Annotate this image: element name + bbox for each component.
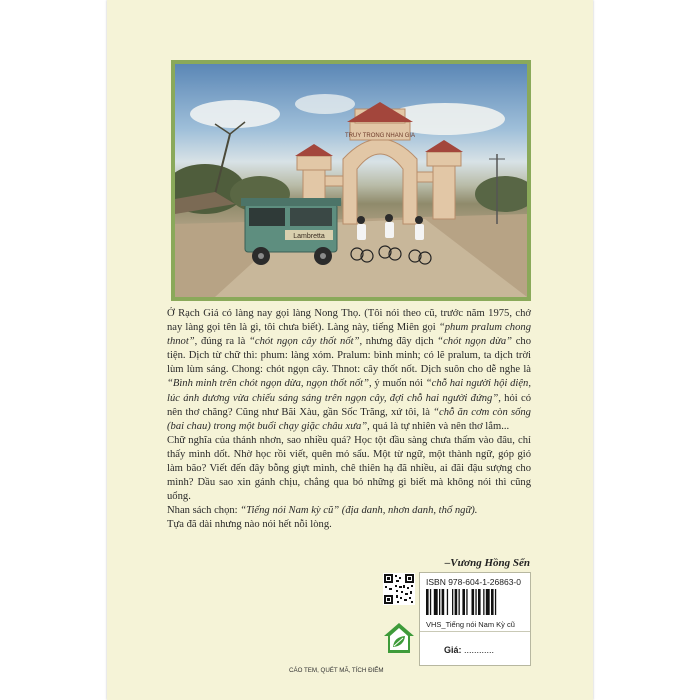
author-signature: –Vương Hồng Sển — [444, 557, 530, 569]
divider — [420, 631, 530, 632]
paragraph-1: Ở Rạch Giá có làng nay gọi làng Nong Thọ. (Tôi nói theo cũ, trước năm 1975, chớ nay làng gọi tên là gì, tôi chưa biết). Làng này, tiếng Miên gọi “phum pralum chong thnot”, đúng ra là “chót ngọn cây thốt nốt”, nhưng đây dịch “chót ngọn dừa” cho tiện. Dịch từ chữ thì: phum: làng xóm. Pralum: bình minh; có lẽ pralum, ta dịch trời lùm lùm sáng. Chong: chót ngọn cây. Thnot: cây thốt nốt. Dịch suôn cho dễ nghe là “Bình minh trên chót ngọn dừa, ngọn thốt nốt”, ý muốn nói “chỗ hai người hội diện, lúc ánh dương vừa chiếu sáng sáng trên ngọn cây, đợi chỗ hai người đứng”, hỏi có nên thơ chăng? Cũng như Bãi Xàu, gần Sốc Trăng, xứ tôi, là “chỗ ăn cơm còn sống (bai chau) trong một buổi chạy giặc châu xưa”, quả là tự nhiên và nên thơ lắm... — [167, 308, 531, 432]
paragraph-3: Nhan sách chọn: “Tiếng nói Nam kỳ cũ” (địa danh, nhơn danh, thổ ngữ). — [167, 505, 478, 517]
arch-sign: TRUY TRONG NHAN GIA — [344, 133, 416, 139]
barcode-bars — [426, 589, 524, 615]
cover-photo — [175, 64, 527, 297]
paragraph-4: Tựa đã dài nhưng nào nói hết nỗi lòng. — [167, 519, 332, 531]
price-field: Giá: ............ — [444, 645, 495, 655]
body-text — [167, 307, 531, 533]
vehicle-sign: Lambretta — [293, 233, 325, 240]
isbn-label: ISBN 978-604-1-26863-0 — [426, 577, 521, 587]
paragraph-2: Chữ nghĩa của thánh nhơn, sao nhiều quá? Học tột đầu sàng chưa thấm vào đâu, chỉ thấy mình dốt. Nhờ học rồi viết, quên mỏ sẩu. Một từ ngữ, một thành ngữ, góp gió làm bão? Viết đến đây bỗng giựt mình, chê thiên hạ đã nhiều, ai đãi đậu sượng cho mình? Dầu sao xin gánh chịu, chẳng qua bỏ những gì biết mà không nói thì cũng uổng. — [167, 434, 531, 503]
village-gate-illustration — [175, 64, 527, 297]
sku-label: VHS_Tiếng nói Nam Kỳ cũ — [426, 620, 515, 629]
green-house-leaf-logo-icon — [381, 620, 417, 656]
scan-stamp-caption: CÁO TEM, QUÉT MÃ, TÍCH ĐIỂM — [289, 667, 384, 674]
barcode-box — [419, 572, 531, 666]
qr-code-icon[interactable] — [383, 573, 415, 605]
